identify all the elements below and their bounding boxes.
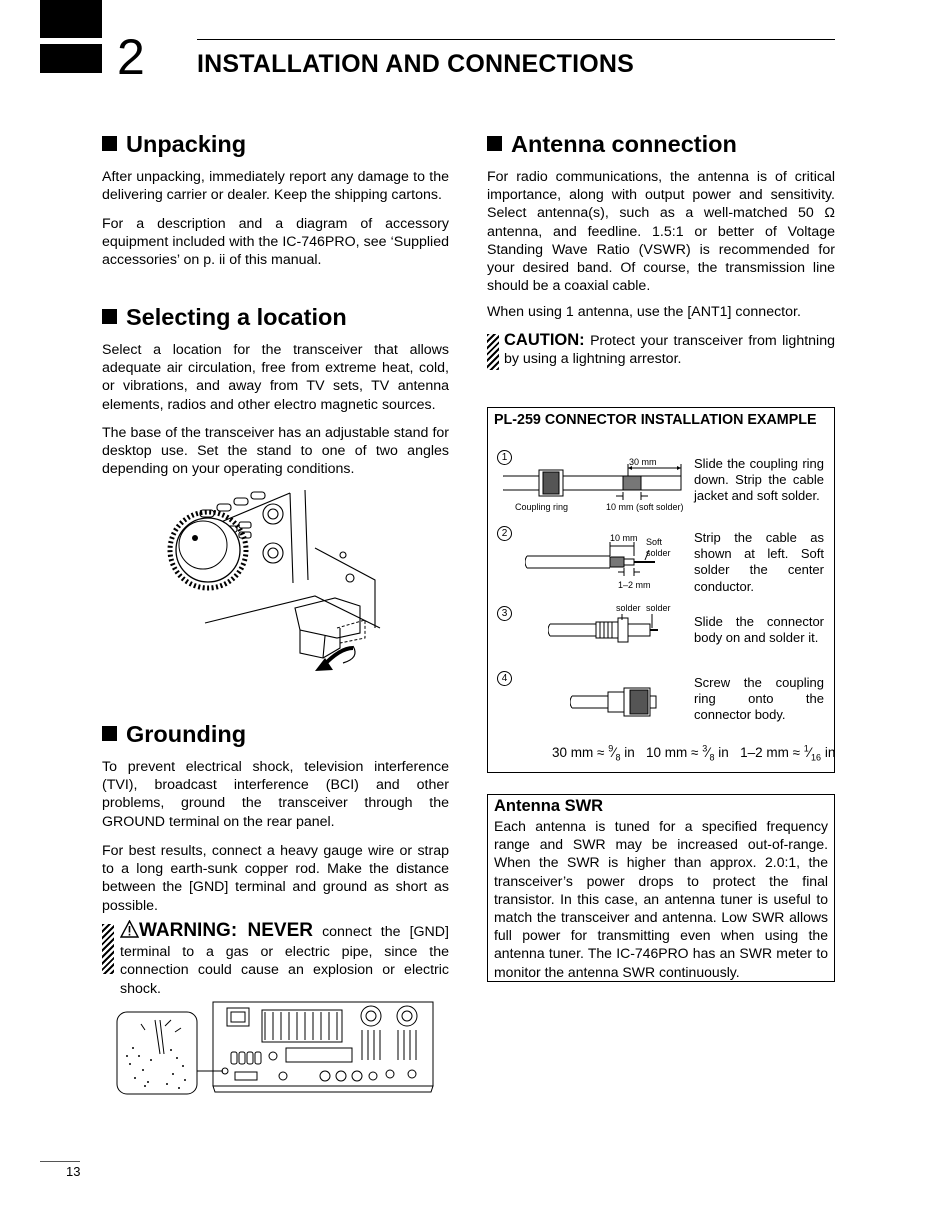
location-paragraph-2: The base of the transceiver has an adjustable stand for desktop use. Set the stand to one of two angles depending on your operating conditions. (102, 425, 449, 478)
caution-hatch-mark (487, 334, 499, 370)
conversion-line (552, 743, 835, 762)
caution-block (504, 331, 835, 368)
label-solder-b: solder (646, 603, 671, 613)
step-2-cable-drawing (525, 540, 665, 580)
conversion-10mm: 10 mm ≈ $^3⁄_8$ in (646, 743, 729, 763)
unpacking-paragraph-2: For a description and a diagram of accessory equipment included with the IC-746PRO, see ‘Supplied accessories’ on p. ii of this manual. (102, 216, 449, 269)
label-solder-a: solder (616, 603, 641, 613)
footer-rule (40, 1161, 80, 1162)
label-soft: Soft (646, 537, 663, 547)
grounding-paragraph-1: To prevent electrical shock, television interference (TVI), broadcast interference (BCI) and other problems, ground the transceiver through the GROUND terminal on the rear panel. (102, 759, 449, 830)
swr-title: Antenna SWR (494, 797, 604, 815)
chapter-tab-bottom (40, 44, 102, 73)
step-text-3: Slide the connector body on and solder it. (694, 614, 824, 646)
conversion-1-2mm: 1–2 mm ≈ $^1⁄_{16}$ in (740, 743, 836, 763)
step-number-4: 4 (497, 671, 512, 686)
unpacking-paragraph-1: After unpacking, immediately report any damage to the delivering carrier or dealer. Keep the shipping cartons. (102, 169, 449, 204)
label-30mm: 30 mm (629, 457, 657, 467)
step-text-1: Slide the coupling ring down. Strip the cable jacket and soft solder. (694, 456, 824, 504)
location-heading: Selecting a location (102, 303, 347, 331)
step-number-1: 1 (497, 450, 512, 465)
step-text-4: Screw the coupling ring onto the connector body. (694, 675, 824, 723)
warning-hatch-mark (102, 924, 114, 974)
transceiver-stand-illustration (165, 488, 385, 684)
unpacking-heading: Unpacking (102, 130, 246, 158)
caution-text: Protect your transceiver from lightning by using a lightning arrestor. (504, 333, 835, 368)
swr-text: Each antenna is tuned for a specified frequency range and SWR may be increased out-of-range. When the SWR is higher than approx. 2.0:1, the transceiver’s power drops to protect the final transistor. In this case, an antenna tuner is useful to match the transceiver and antenna. Low SWR allows full power for transmitting even when using the antenna tuner. The IC-746PRO has an SWR meter to monitor the antenna SWR continuously. (494, 818, 828, 980)
chapter-title: INSTALLATION AND CONNECTIONS (197, 50, 635, 78)
grounding-heading: Grounding (102, 720, 246, 748)
chapter-tab-top (40, 0, 102, 38)
heading-square-bullet (102, 726, 117, 741)
step-text-2: Strip the cable as shown at left. Soft solder the center conductor. (694, 530, 824, 594)
heading-square-bullet (102, 309, 117, 324)
heading-square-bullet (102, 136, 117, 151)
step-number-2: 2 (497, 526, 512, 541)
step-4-connector-drawing (570, 684, 660, 720)
label-solder: solder (646, 548, 671, 558)
step-3-connector-drawing (548, 612, 663, 648)
antenna-heading: Antenna connection (487, 130, 737, 158)
warning-triangle-icon (120, 920, 139, 943)
step-number-3: 3 (497, 606, 512, 621)
caution-label: CAUTION: (504, 331, 585, 349)
conversion-30mm: 30 mm ≈ $^9⁄_8$ in (552, 743, 635, 763)
label-coupling-ring: Coupling ring (515, 502, 569, 512)
label-10mm-soft-solder: 10 mm (soft solder) (606, 502, 684, 512)
antenna-paragraph-2: When using 1 antenna, use the [ANT1] connector. (487, 304, 801, 320)
header-rule (197, 39, 835, 40)
pl259-title: PL-259 CONNECTOR INSTALLATION EXAMPLE (494, 412, 817, 428)
warning-text: connect the [GND] terminal to a gas or electric pipe, since the connection could cause an explosion or electric shock. (120, 924, 449, 997)
heading-square-bullet (487, 136, 502, 151)
page-number: 13 (66, 1164, 81, 1179)
warning-block (120, 920, 449, 998)
label-1-2mm: 1–2 mm (618, 580, 651, 590)
label-10mm: 10 mm (610, 533, 638, 543)
location-paragraph-1: Select a location for the transceiver that allows adequate air circulation, free from extreme heat, cold, or vibrations, and away from TV sets, TV antenna elements, radios and other electro magnetic sources. (102, 342, 449, 413)
warning-label: WARNING: NEVER (139, 920, 313, 941)
step-1-cable-drawing (503, 462, 688, 504)
grounding-rear-panel-illustration (115, 998, 437, 1098)
chapter-number: 2 (117, 29, 145, 85)
antenna-paragraph-1: For radio communications, the antenna is of critical importance, along with output power and sensitivity. Select antenna(s), such as a well-matched 50 Ω antenna, and feedline. 1.5:1 or better of Voltage Standing Wave Ratio (VSWR) is recommended for your desired band. Of course, the transmission line should be a coaxial cable. (487, 169, 835, 295)
grounding-paragraph-2: For best results, connect a heavy gauge wire or strap to a long earth-sunk copper rod. Make the distance between the [GND] terminal and ground as short as possible. (102, 843, 449, 914)
